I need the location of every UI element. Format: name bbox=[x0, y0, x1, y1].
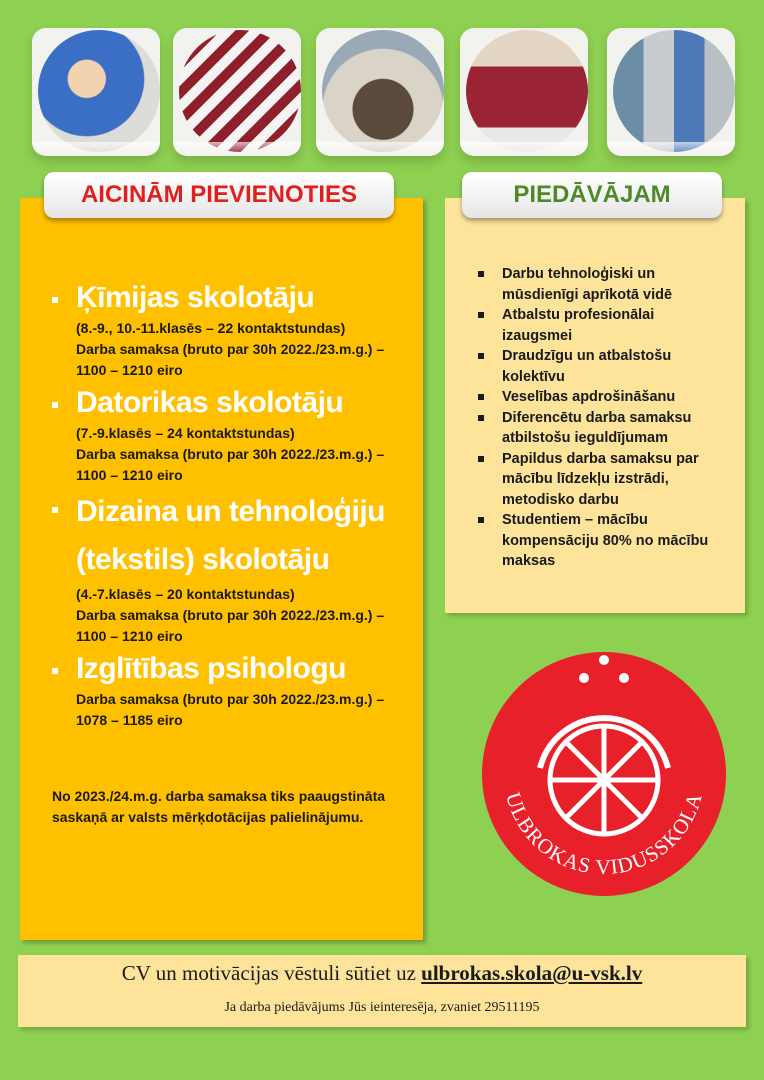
school-logo bbox=[478, 648, 730, 900]
benefit-item: Veselības apdrošināšanu bbox=[478, 387, 743, 408]
benefit-list bbox=[478, 264, 743, 572]
benefit-item: Studentiem – mācību kompensāciju 80% no mācību maksas bbox=[478, 510, 743, 572]
benefit-item: Diferencētu darba samaksu atbilstošu ieguldījumam bbox=[478, 408, 743, 449]
phone-line: Ja darba piedāvājums Jūs ieinteresēja, zvaniet 29511195 bbox=[224, 1000, 540, 1015]
photo-2 bbox=[173, 28, 301, 156]
job-title: Ķīmijas skolotāju bbox=[76, 281, 315, 314]
job-detail: Darba samaksa (bruto par 30h 2022./23.m.g.) – 1078 – 1185 eiro bbox=[76, 691, 385, 728]
photo-4 bbox=[460, 28, 588, 156]
bullet bbox=[52, 297, 58, 303]
photo-1 bbox=[32, 28, 160, 156]
photo-5 bbox=[607, 28, 735, 156]
job-detail: (7.-9.klasēs – 24 kontaktstundas) Darba samaksa (bruto par 30h 2022./23.m.g.) – 1100 – 1210 eiro bbox=[76, 425, 385, 483]
job-item-chemistry bbox=[52, 278, 412, 381]
job-title: Datorikas skolotāju bbox=[76, 386, 344, 419]
bullet bbox=[52, 402, 58, 408]
job-title: Dizaina un tehnoloģiju (tekstils) skolotāju bbox=[76, 495, 385, 576]
bullet bbox=[52, 668, 58, 674]
benefit-item: Atbalstu profesionālai izaugsmei bbox=[478, 305, 743, 346]
photo-3 bbox=[316, 28, 444, 156]
job-list bbox=[52, 278, 412, 733]
left-panel-title: AICINĀM PIEVIENOTIES bbox=[44, 172, 394, 218]
job-item-design bbox=[52, 488, 412, 647]
salary-note: No 2023./24.m.g. darba samaksa tiks paaugstināta saskaņā ar valsts mērķdotācijas palielinājumu. bbox=[52, 788, 386, 825]
job-item-computing bbox=[52, 383, 412, 486]
email-link[interactable]: ulbrokas.skola@u-vsk.lv bbox=[421, 961, 643, 985]
benefit-item: Darbu tehnoloģiski un mūsdienīgi aprīkotā vidē bbox=[478, 264, 743, 305]
contact-footer bbox=[18, 955, 746, 1027]
benefit-item: Draudzīgu un atbalstošu kolektīvu bbox=[478, 346, 743, 387]
job-item-psychologist bbox=[52, 649, 412, 731]
job-detail: (4.-7.klasēs – 20 kontaktstundas) Darba samaksa (bruto par 30h 2022./23.m.g.) – 1100 – 1210 eiro bbox=[76, 586, 385, 644]
job-detail: (8.-9., 10.-11.klasēs – 22 kontaktstundas) Darba samaksa (bruto par 30h 2022./23.m.g.) – 1100 – 1210 eiro bbox=[76, 320, 385, 378]
logo-text: ULBROKAS VIDUSSKOLA bbox=[501, 789, 707, 880]
right-panel-title: PIEDĀVĀJAM bbox=[462, 172, 722, 218]
bullet bbox=[52, 507, 58, 513]
benefit-item: Papildus darba samaksu par mācību līdzekļu izstrādi, metodisko darbu bbox=[478, 449, 743, 511]
job-title: Izglītības psihologu bbox=[76, 652, 346, 685]
contact-line: CV un motivācijas vēstuli sūtiet uz ulbrokas.skola@u-vsk.lv bbox=[121, 961, 643, 985]
